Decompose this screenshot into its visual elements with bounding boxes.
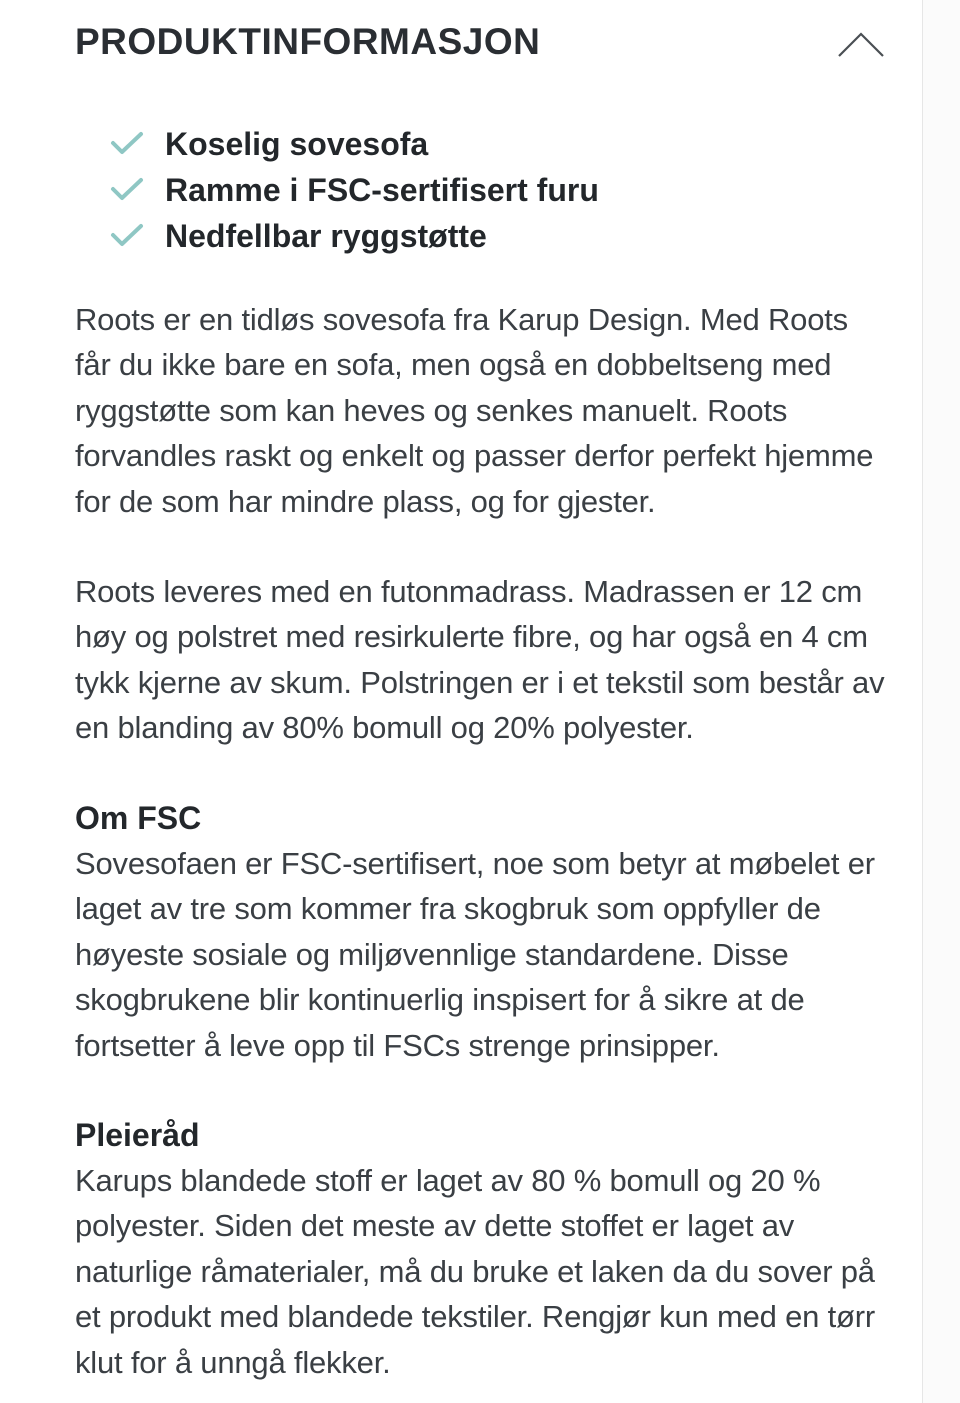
- check-icon: [110, 223, 144, 249]
- description-paragraph-1: [75, 297, 890, 524]
- page-edge: [922, 0, 960, 1403]
- description-paragraph-2: [75, 569, 890, 751]
- check-icon: [110, 131, 144, 157]
- feature-label: Koselig sovesofa: [165, 125, 429, 162]
- accordion-header[interactable]: [75, 16, 885, 72]
- feature-list: [110, 121, 599, 259]
- fsc-text: Sovesofaen er FSC-sertifisert, noe som betyr at møbelet er laget av tre som kommer fra skogbruk som oppfyller de høyeste sosiale og miljøvennlige standardene. Disse skogbrukene blir kontinuerlig inspisert for å sikre at de fortsetter å leve opp til FSCs strenge prinsipper.: [75, 846, 875, 1063]
- care-heading: Pleieråd: [75, 1117, 200, 1153]
- feature-item: [110, 121, 599, 167]
- feature-label: Nedfellbar ryggstøtte: [165, 217, 487, 254]
- fsc-heading: Om FSC: [75, 800, 202, 836]
- paragraph-text: Roots leveres med en futonmadrass. Madrassen er 12 cm høy og polstret med resirkulerte fibre, og har også en 4 cm tykk kjerne av skum. Polstringen er i et tekstil som består av en blanding av 80% bomull og 20% polyester.: [75, 574, 885, 746]
- section-title: PRODUKTINFORMASJON: [75, 21, 541, 62]
- paragraph-text: Roots er en tidløs sovesofa fra Karup Design. Med Roots får du ikke bare en sofa, men også en dobbeltseng med ryggstøtte som kan heves og senkes manuelt. Roots forvandles raskt og enkelt og passer derfor perfekt hjemme for de som har mindre plass, og for gjester.: [75, 302, 874, 519]
- care-section: [75, 1113, 890, 1385]
- feature-label: Ramme i FSC-sertifisert furu: [165, 171, 599, 208]
- feature-item: [110, 167, 599, 213]
- chevron-up-icon[interactable]: [837, 26, 885, 66]
- check-icon: [110, 177, 144, 203]
- feature-item: [110, 213, 599, 259]
- fsc-section: [75, 796, 890, 1068]
- care-text: Karups blandede stoff er laget av 80 % bomull og 20 % polyester. Siden det meste av dette stoffet er laget av naturlige råmaterialer, må du bruke et laken da du sover på et produkt med blandede tekstiler. Rengjør kun med en tørr klut for å unngå flekker.: [75, 1163, 875, 1380]
